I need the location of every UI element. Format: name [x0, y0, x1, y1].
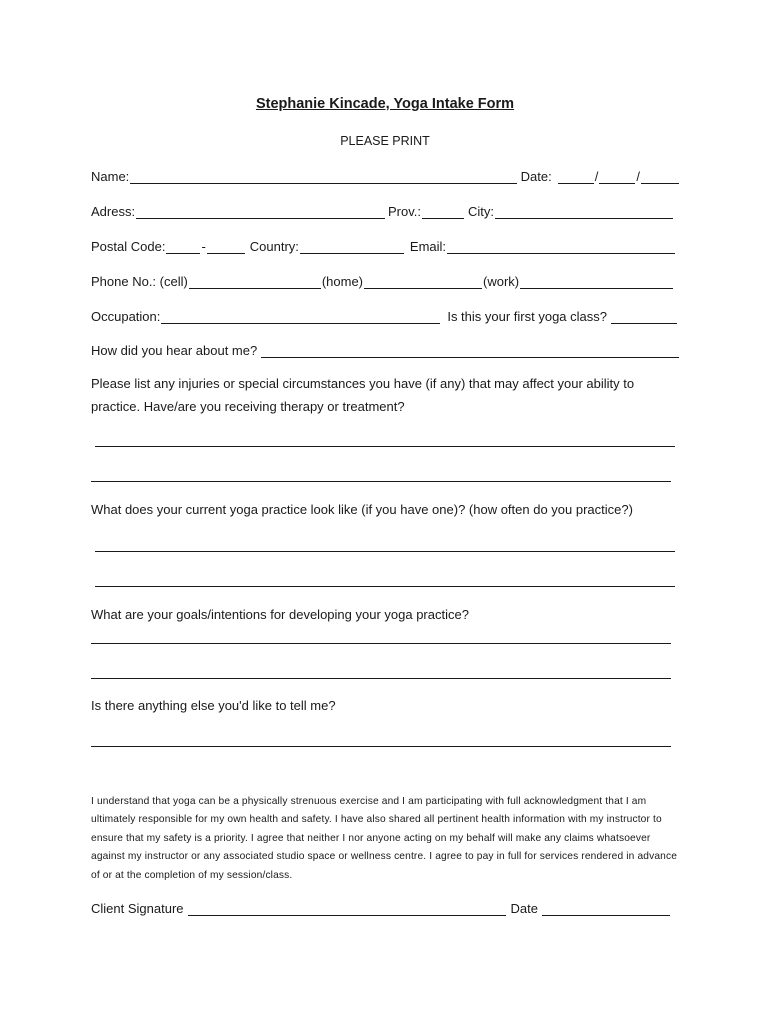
- address-label: Adress:: [91, 204, 136, 219]
- current-practice-answer-line[interactable]: [95, 586, 675, 587]
- postal-code-part2-field[interactable]: [207, 239, 245, 254]
- country-field[interactable]: [300, 239, 404, 254]
- postal-country-email-row: [91, 236, 676, 254]
- waiver-text: I understand that yoga can be a physically strenuous exercise and I am participating with full acknowledgment that I am ultimately responsible for my own health and safety. I have also shared all pertinent health information with my instructor to ensure that my safety is a priority. I agree that neither I nor anyone acting on my behalf will make any claims whatsoever against my instructor or any associated studio space or wellness centre. I agree to pay in full for services rendered in advance of or at the completion of my session/class.: [91, 796, 678, 881]
- name-date-row: [91, 166, 680, 184]
- goals-answer-line[interactable]: [91, 678, 671, 679]
- injuries-answer-line[interactable]: [95, 446, 675, 447]
- anything-else-answer-line[interactable]: [91, 746, 671, 747]
- date-separator: /: [636, 169, 640, 184]
- postal-code-separator: -: [201, 239, 206, 254]
- date-day-field[interactable]: [558, 169, 594, 184]
- injuries-answer-line[interactable]: [91, 481, 671, 482]
- postal-code-part1-field[interactable]: [166, 239, 200, 254]
- hear-about-field[interactable]: [261, 343, 679, 358]
- date-separator: /: [594, 169, 599, 184]
- injuries-question: Please list any injuries or special circumstances you have (if any) that may affect your ability to practice. Have/are you receiving therapy or treatment?: [91, 376, 635, 414]
- city-label: City:: [468, 204, 494, 219]
- goals-answer-line[interactable]: [91, 643, 671, 644]
- anything-else-question: Is there anything else you'd like to tell me?: [91, 698, 336, 713]
- phone-home-label: (home): [321, 274, 364, 289]
- phone-home-field[interactable]: [364, 274, 482, 289]
- email-label: Email:: [409, 239, 447, 254]
- date-month-field[interactable]: [599, 169, 635, 184]
- country-label: Country:: [249, 239, 299, 254]
- address-row: [91, 201, 674, 219]
- goals-question: What are your goals/intentions for developing your yoga practice?: [91, 607, 469, 622]
- name-field[interactable]: [130, 169, 516, 184]
- phone-work-field[interactable]: [520, 274, 673, 289]
- hear-about-label: How did you hear about me?: [91, 343, 258, 358]
- first-class-field[interactable]: [611, 309, 677, 324]
- postal-code-label: Postal Code:: [91, 239, 166, 254]
- form-title: Stephanie Kincade, Yoga Intake Form: [255, 96, 515, 112]
- occupation-field[interactable]: [161, 309, 440, 324]
- address-field[interactable]: [136, 204, 385, 219]
- prov-field[interactable]: [422, 204, 464, 219]
- email-field[interactable]: [447, 239, 675, 254]
- current-practice-question: What does your current yoga practice look like (if you have one)? (how often do you practice?): [91, 502, 633, 517]
- date-label: Date:: [520, 169, 552, 184]
- client-signature-label: Client Signature: [91, 901, 184, 916]
- client-signature-field[interactable]: [188, 901, 506, 916]
- name-label: Name:: [91, 169, 130, 184]
- phone-cell-label: Phone No.: (cell): [91, 274, 188, 289]
- form-subtitle: PLEASE PRINT: [340, 134, 430, 148]
- phone-row: [91, 271, 674, 289]
- first-class-label: Is this your first yoga class?: [447, 309, 607, 324]
- date-year-field[interactable]: [641, 169, 679, 184]
- city-field[interactable]: [495, 204, 673, 219]
- hear-about-row: [91, 340, 680, 358]
- occupation-row: [91, 306, 678, 324]
- phone-work-label: (work): [483, 274, 520, 289]
- prov-label: Prov.:: [388, 204, 421, 219]
- current-practice-answer-line[interactable]: [95, 551, 675, 552]
- occupation-label: Occupation:: [91, 309, 161, 324]
- phone-cell-field[interactable]: [189, 274, 321, 289]
- signature-row: [91, 898, 671, 916]
- signature-date-label: Date: [510, 901, 538, 916]
- signature-date-field[interactable]: [542, 901, 670, 916]
